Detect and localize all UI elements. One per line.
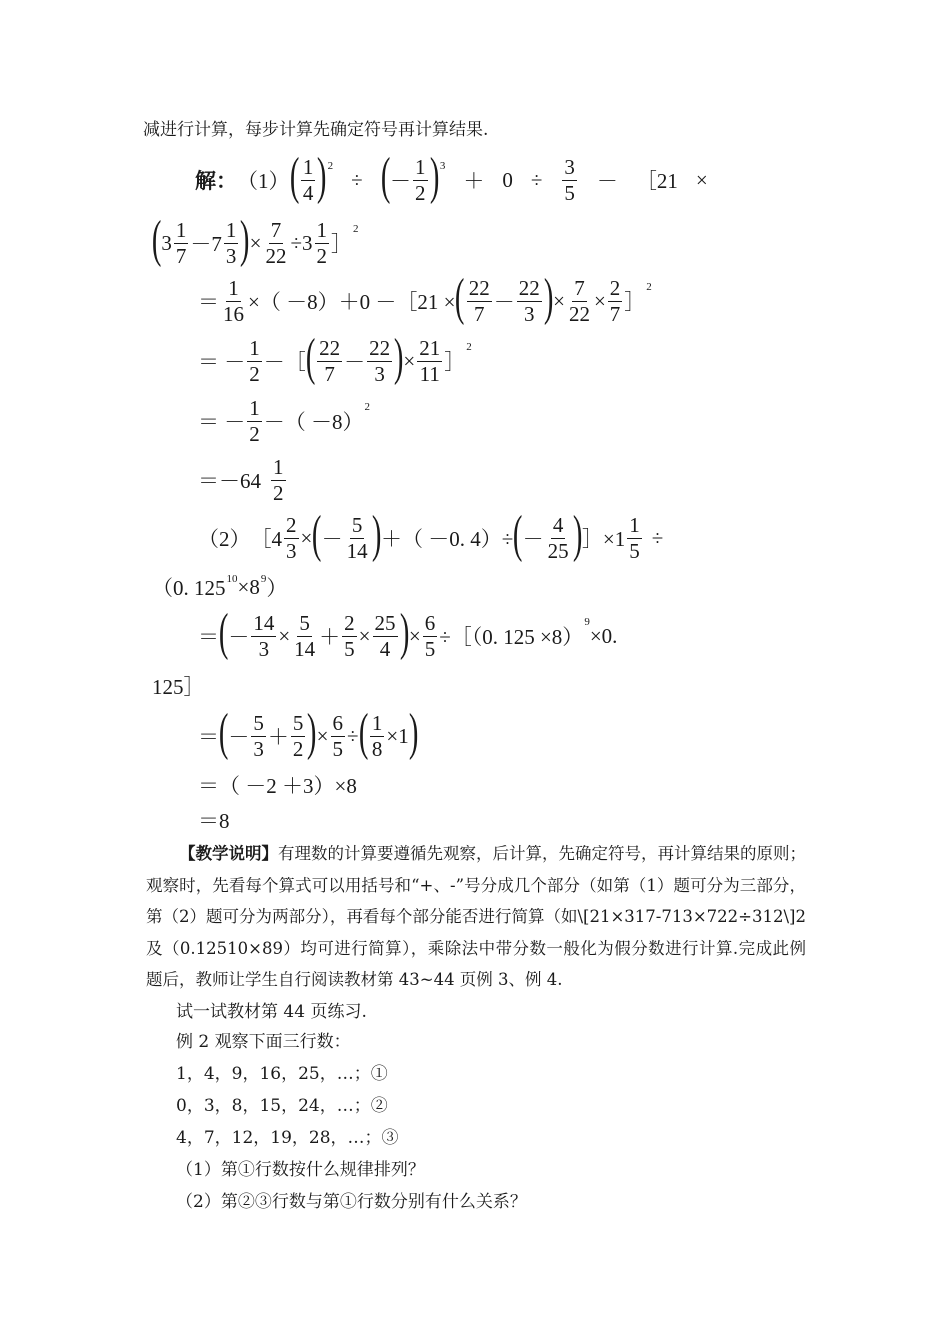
solution-label: 解： (195, 169, 237, 193)
part-2-label: （2） (198, 527, 251, 551)
final-result-2: ＝8 (198, 809, 230, 833)
equation-line-10: 125］ (152, 675, 205, 699)
try-it-line: 试一试教材第 44 页练习. (176, 1002, 367, 1022)
equation-line-4: ＝ － $\frac{1}{2}$ －［ ( $\frac{22}{7}$ － $\frac{22}{3}$ ) × $\frac{21}{11}$ ］ 2 (198, 329, 472, 386)
equation-line-3: ＝ $\frac{1}{16}$ ×（ －8）＋0 －［21 × ( $\frac{22}{7}$ － $\frac{22}{3}$ ) × $\frac{7}{22}$ × $\frac{2}{7}$ ］ 2 (198, 269, 652, 326)
equation-line-12: ＝（ －2 ＋3）×8 (198, 774, 357, 798)
equation-line-7: （2） ［4 $\frac{2}{3}$ × ( － $\frac{5}{14}$ ) ＋（ －0. 4）÷ ( － $\frac{4}{25}$ ) ］×1 $\frac{1}{5}$ ÷ (198, 506, 664, 563)
intro-line: 减进行计算，每步计算先确定符号再计算结果. (143, 120, 489, 140)
example-2-row-3: 4，7，12，19，28，…；③ (176, 1128, 399, 1148)
teaching-note-heading: 【教学说明】 (179, 844, 278, 863)
equation-line-9: ＝ ( － $\frac{14}{3}$ × $\frac{5}{14}$ ＋ $\frac{2}{5}$ × $\frac{25}{4}$ ) × $\frac{6}{5}$ ÷［（0. 125 ×8） 9 ×0. (198, 604, 618, 661)
example-2-row-1: 1，4，9，16，25，…；① (176, 1064, 388, 1084)
example-2-question-2: （2）第②③行数与第①行数分别有什么关系？ (176, 1192, 527, 1212)
example-2-title: 例 2 观察下面三行数： (176, 1032, 351, 1052)
example-2-row-2: 0，3，8，15，24，…；② (176, 1096, 388, 1116)
equation-line-6: ＝ －64 $\frac{1}{2}$ (198, 454, 284, 505)
equation-line-1: 解： （1） ( $\frac{1}{4}$ ) 2 ÷ ( － $\frac{1}{2}$ ) 3 ＋ 0 ÷ $\frac{3}{5}$ － ［21 × (195, 148, 708, 205)
teaching-note-text: 有理数的计算要遵循先观察，后计算，先确定符号，再计算结果的原则；观察时，先看每个算式可以用括号和“+、-”号分成几个部分（如第（1）题可分为三部分，第（2）题可分为两部分），再看每个部分能否进行简算（如\[21×317-713×722÷312\]2及（0.12510×89）均可进行简算），乘除法中带分数一般化为假分数进行计算.完成此例题后，教师让学生自行阅读教材第 43~44 页例 3、例 4. (146, 844, 806, 989)
part-1-label: （1） (237, 169, 290, 193)
equation-line-2: ( 3 $\frac{1}{7}$ －7 $\frac{1}{3}$ ) × $\frac{7}{22}$ ÷3 $\frac{1}{2}$ ］ 2 (151, 211, 359, 268)
equation-line-13 (198, 806, 230, 834)
equation-line-5: ＝ － $\frac{1}{2}$ －（ －8） 2 (198, 395, 370, 446)
equation-line-8: （0. 125 10 ×8 9 ） (152, 573, 288, 600)
teaching-note (146, 838, 806, 996)
equation-line-11: ＝ ( － $\frac{5}{3}$ ＋ $\frac{5}{2}$ ) × $\frac{6}{5}$ ÷ ( $\frac{1}{8}$ ×1 ) (198, 704, 419, 761)
result-1: －64 (219, 469, 261, 493)
example-2-question-1: （1）第①行数按什么规律排列？ (176, 1160, 425, 1180)
